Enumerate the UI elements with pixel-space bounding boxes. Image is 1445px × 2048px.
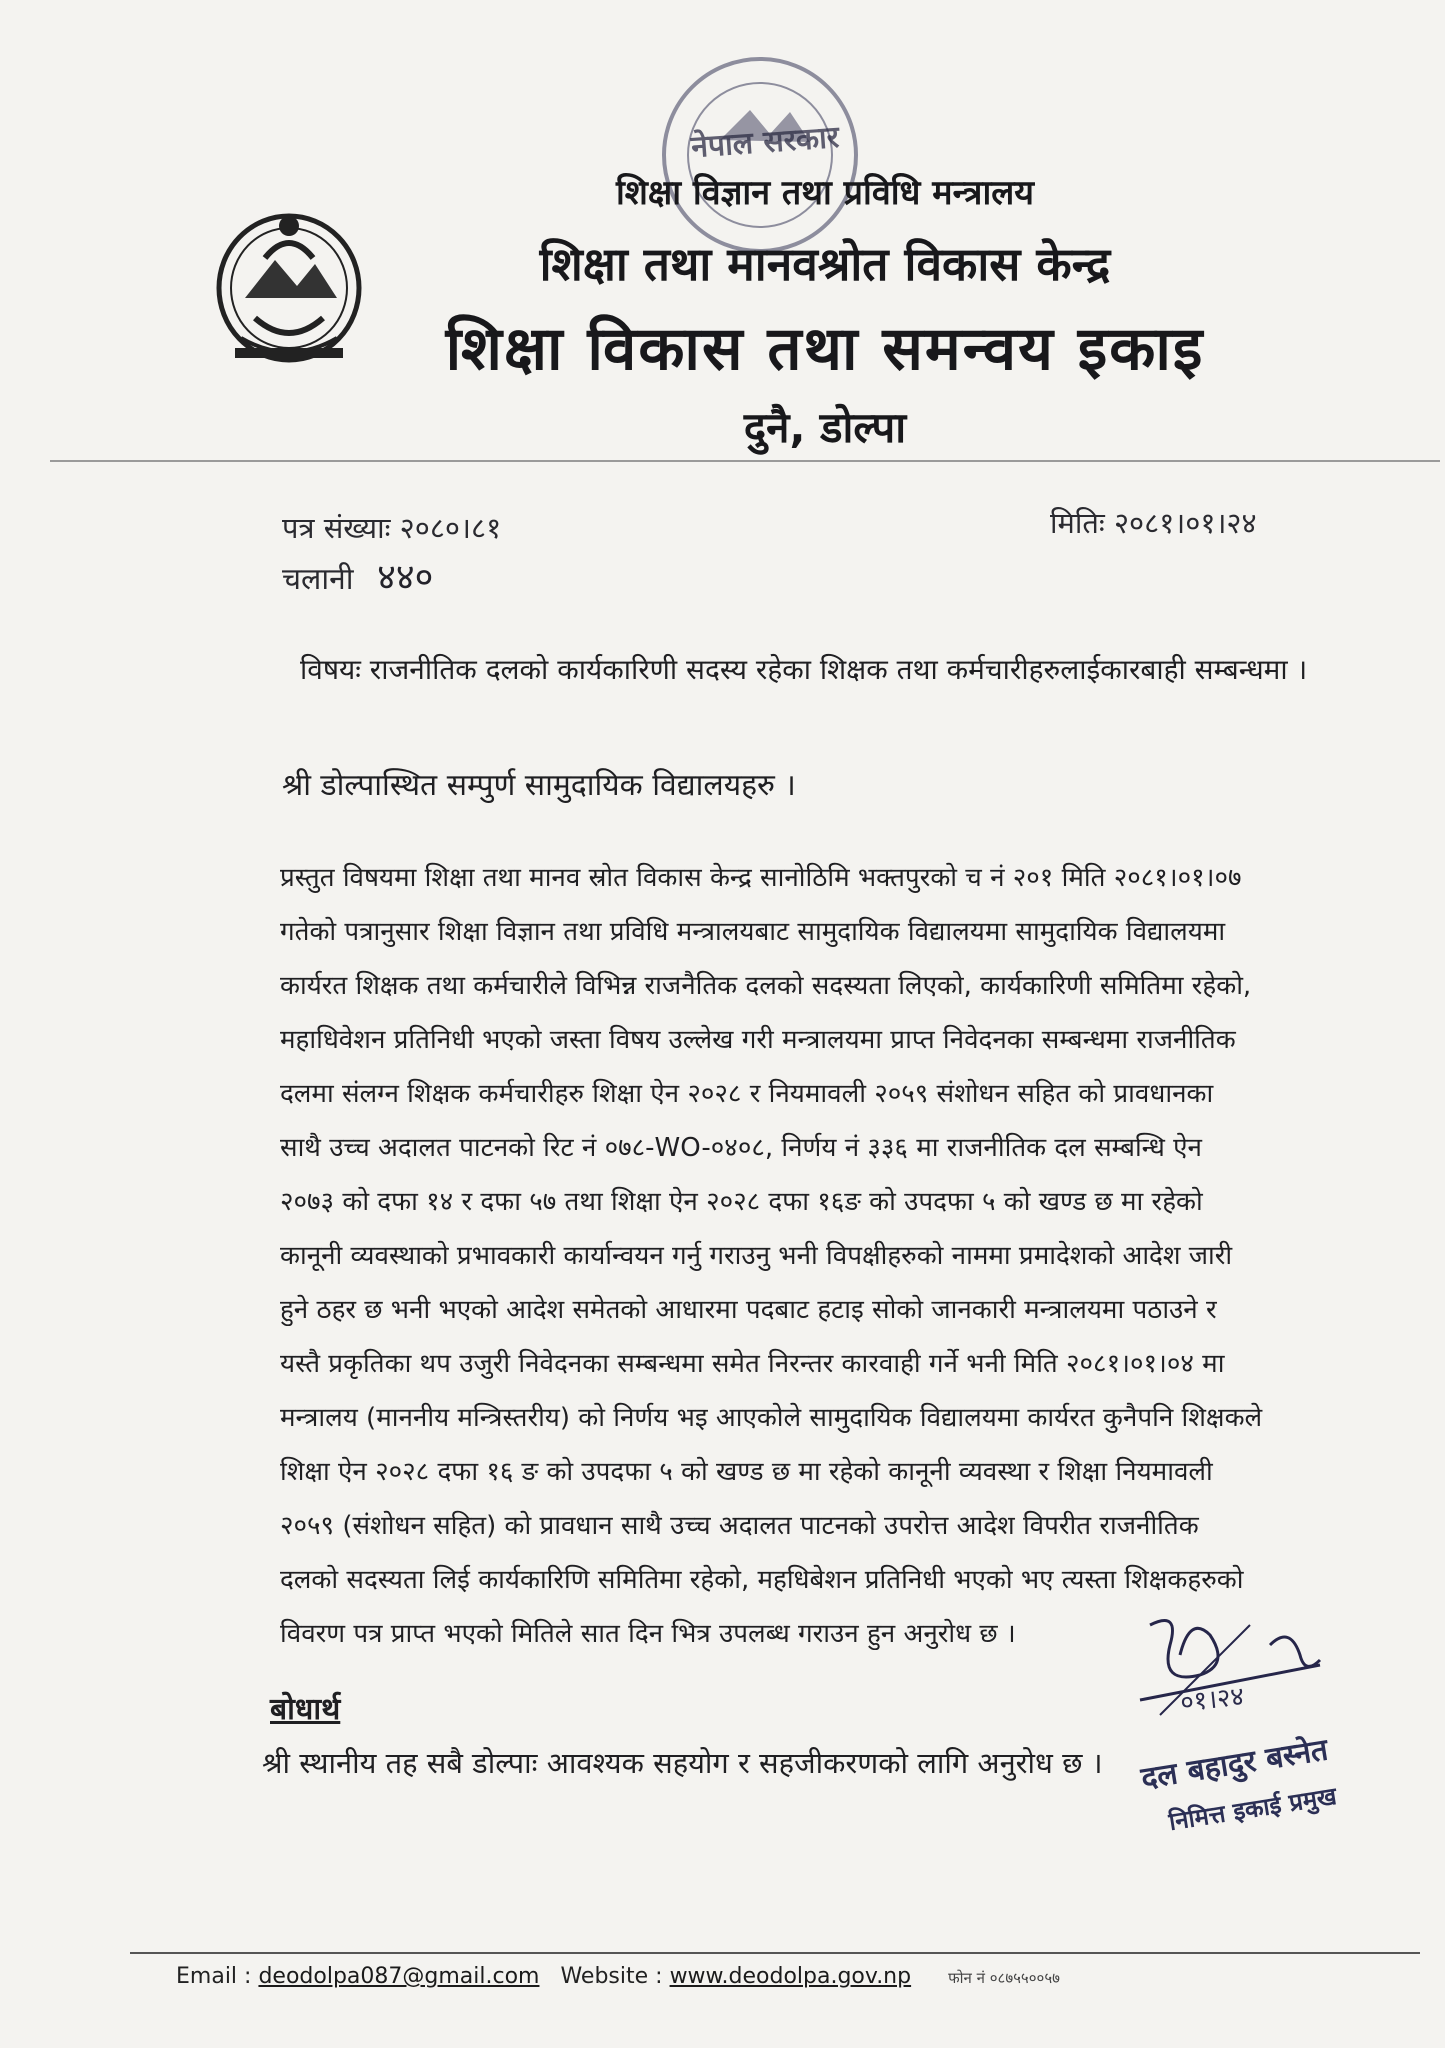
header-divider bbox=[50, 460, 1440, 462]
office-address: दुनै, डोल्पा bbox=[743, 403, 907, 452]
body-line: प्रस्तुत विषयमा शिक्षा तथा मानव स्रोत विकास केन्द्र सानोठिमि भक्तपुरको च नं २०१ मिति २०८१।०१।०७ bbox=[280, 863, 1242, 893]
body-line: साथै उच्च अदालत पाटनको रिट नं ०७८-WO-०४०८, निर्णय नं ३३६ मा राजनीतिक दल सम्बन्धि ऐन bbox=[280, 1133, 1202, 1163]
website-link[interactable]: www.deodolpa.gov.np bbox=[669, 1964, 912, 1989]
body-line: कार्यरत शिक्षक तथा कर्मचारीले विभिन्न राजनैतिक दलको सदस्यता लिएको, कार्यकारिणी समितिमा रहेको, bbox=[280, 971, 1252, 1001]
signatory-title: निमित्त इकाई प्रमुख bbox=[1166, 1781, 1339, 1837]
email-link[interactable]: deodolpa087@gmail.com bbox=[258, 1964, 540, 1989]
government-emblem-icon bbox=[205, 198, 373, 370]
body-line: हुने ठहर छ भनी भएको आदेश समेतको आधारमा पदबाट हटाइ सोको जानकारी मन्त्रालयमा पठाउने र bbox=[280, 1295, 1217, 1325]
cc-text: श्री स्थानीय तह सबै डोल्पाः आवश्यक सहयोग र सहजीकरणको लागि अनुरोध छ । bbox=[262, 1746, 1103, 1780]
seal-text: नेपाल सरकार bbox=[690, 119, 841, 166]
footer-divider bbox=[130, 1952, 1420, 1954]
body-line: विवरण पत्र प्राप्त भएको मितिले सात दिन भित्र उपलब्ध गराउन हुन अनुरोध छ । bbox=[280, 1619, 1016, 1649]
body-line: २०७३ को दफा १४ र दफा ५७ तथा शिक्षा ऐन २०२८ दफा १६ङ को उपदफा ५ को खण्ड छ मा रहेको bbox=[280, 1187, 1203, 1217]
signatory-name: दल बहादुर बस्नेत bbox=[1138, 1732, 1331, 1797]
ministry-name: शिक्षा विज्ञान तथा प्रविधि मन्त्रालय bbox=[615, 173, 1035, 213]
recipient-line: श्री डोल्पास्थित सम्पुर्ण सामुदायिक विद्यालयहरु । bbox=[282, 768, 796, 803]
signature-date: ०१।२४ bbox=[1178, 1681, 1246, 1719]
body-line: मन्त्रालय (माननीय मन्त्रिस्तरीय) को निर्णय भइ आएकोले सामुदायिक विद्यालयमा कार्यरत कुनैपनि शिक्षकले bbox=[280, 1403, 1263, 1433]
body-line: गतेको पत्रानुसार शिक्षा विज्ञान तथा प्रविधि मन्त्रालयबाट सामुदायिक विद्यालयमा सामुदायिक विद्यालयमा bbox=[280, 917, 1226, 947]
letter-number: पत्र संख्याः २०८०।८१ bbox=[282, 511, 502, 545]
website-label: Website : bbox=[560, 1964, 663, 1989]
cc-heading: बोधार्थ bbox=[270, 1692, 341, 1727]
email-label: Email : bbox=[176, 1964, 252, 1989]
body-line: २०५९ (संशोधन सहित) को प्रावधान साथै उच्च अदालत पाटनको उपरोत्त आदेश विपरीत राजनीतिक bbox=[280, 1511, 1199, 1541]
subject-line: विषयः राजनीतिक दलको कार्यकारिणी सदस्य रहेका शिक्षक तथा कर्मचारीहरुलाईकारबाही सम्बन्धमा । bbox=[300, 653, 1308, 686]
center-name: शिक्षा तथा मानवश्रोत विकास केन्द्र bbox=[539, 237, 1111, 291]
letter-date: मितिः २०८१।०१।२४ bbox=[1050, 506, 1257, 540]
phone-number: फोन नं ०८७५५००५७ bbox=[948, 1969, 1060, 1987]
unit-name: शिक्षा विकास तथा समन्वय इकाइ bbox=[445, 314, 1205, 384]
body-line: दलको सदस्यता लिई कार्यकारिणि समितिमा रहेको, महधिबेशन प्रतिनिधी भएको भए त्यस्ता शिक्षकहरुको bbox=[280, 1565, 1244, 1595]
body-line: महाधिवेशन प्रतिनिधी भएको जस्ता विषय उल्लेख गरी मन्त्रालयमा प्राप्त निवेदनका सम्बन्धमा राजनीतिक bbox=[280, 1025, 1236, 1055]
body-line: दलमा संलग्न शिक्षक कर्मचारीहरु शिक्षा ऐन २०२८ र नियमावली २०५९ संशोधन सहित को प्रावधानका bbox=[280, 1079, 1214, 1109]
dispatch-value: ४४० bbox=[377, 557, 434, 598]
body-line: शिक्षा ऐन २०२८ दफा १६ ङ को उपदफा ५ को खण्ड छ मा रहेको कानूनी व्यवस्था र शिक्षा नियमावली bbox=[280, 1457, 1213, 1487]
body-line: कानूनी व्यवस्थाको प्रभावकारी कार्यान्वयन गर्नु गराउनु भनी विपक्षीहरुको नाममा प्रमादेशको आदेश जारी bbox=[280, 1241, 1233, 1271]
dispatch-number bbox=[282, 551, 433, 600]
body-line: यस्तै प्रकृतिका थप उजुरी निवेदनका सम्बन्धमा समेत निरन्तर कारवाही गर्ने भनी मिति २०८१।०१।०४ मा bbox=[280, 1349, 1225, 1379]
dispatch-label: चलानी bbox=[282, 562, 354, 597]
footer bbox=[176, 1964, 1060, 1989]
